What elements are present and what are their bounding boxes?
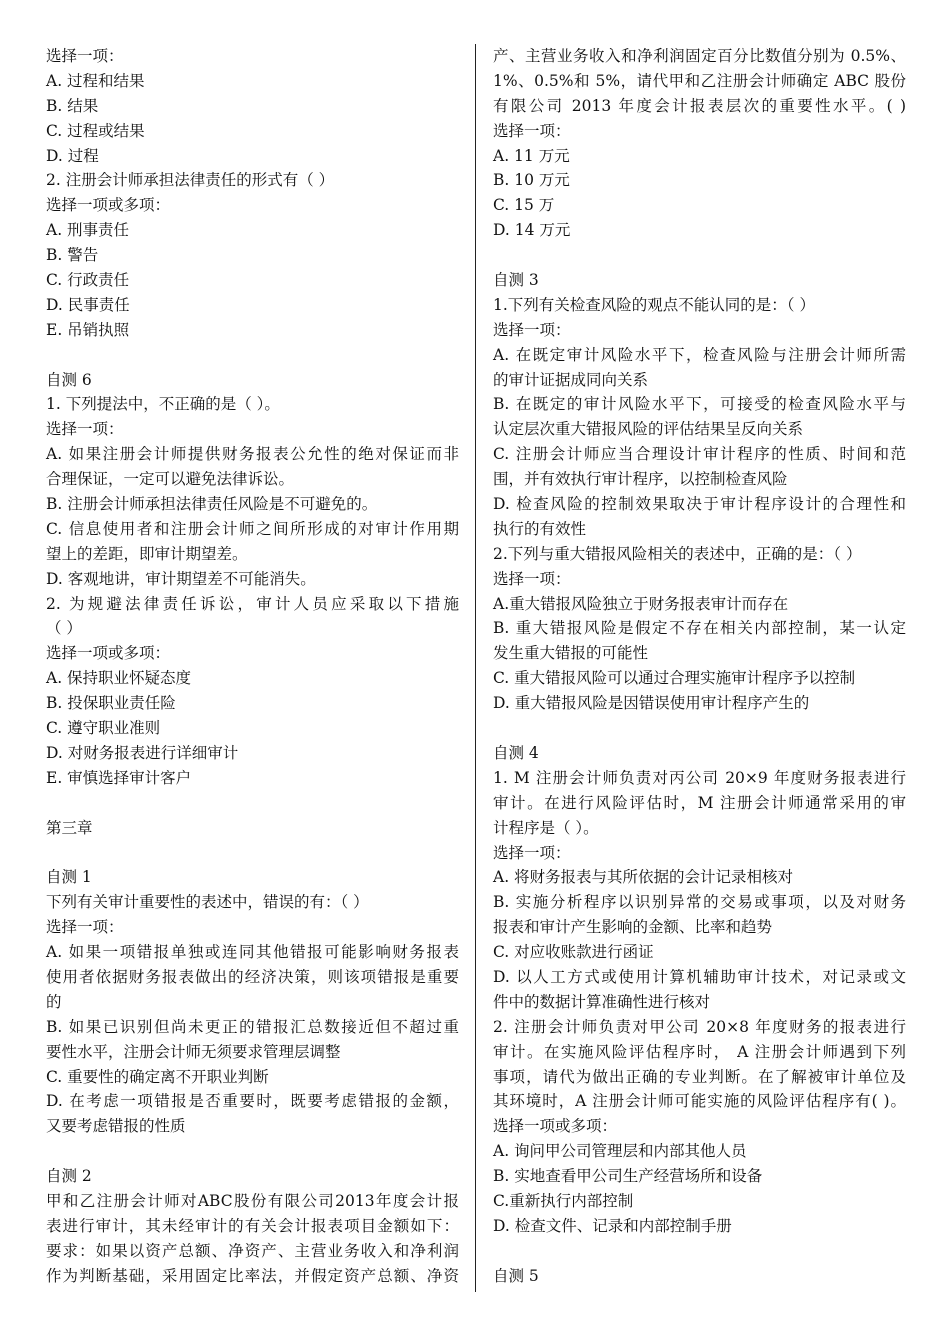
text-line: C. 重要性的确定离不开职业判断 <box>46 1067 269 1086</box>
right-column <box>493 44 906 1289</box>
text-line: D. 14 万元 <box>493 221 571 240</box>
text-line: 事项，请代为做出正确的专业判断。在了解被审计单位及 <box>493 1067 906 1086</box>
text-line: C. 过程或结果 <box>46 121 145 140</box>
left-column <box>46 44 459 1289</box>
text-line: 1%、0.5%和 5%，请代甲和乙注册会计师确定 ABC 股份 <box>493 71 906 90</box>
text-line: B. 注册会计师承担法律责任风险是不可避免的。 <box>46 495 378 514</box>
text-line: D. 对财务报表进行详细审计 <box>46 743 239 762</box>
text-line: A. 询问甲公司管理层和内部其他人员 <box>493 1142 747 1161</box>
text-line: 自测 5 <box>493 1266 539 1285</box>
text-line: 下列有关审计重要性的表述中，错误的有：（ ） <box>46 893 369 912</box>
blank-line <box>46 1139 459 1164</box>
text-line: 选择一项或多项： <box>493 1117 618 1136</box>
column-divider <box>475 44 476 1292</box>
text-line: 1. 下列提法中，不正确的是（ ）。 <box>46 395 280 414</box>
text-line: 第三章 <box>46 818 93 837</box>
text-line: 围，并有效执行审计程序，以控制检查风险 <box>493 470 788 489</box>
text-line: A. 如果一项错报单独或连同其他错报可能影响财务报表 <box>46 943 459 962</box>
text-line: 计程序是（ ）。 <box>493 818 599 837</box>
text-line: B. 投保职业责任险 <box>46 694 176 713</box>
text-line: B. 10 万元 <box>493 171 570 190</box>
text-line: B. 警告 <box>46 246 99 265</box>
blank-line <box>493 243 906 268</box>
text-line: D. 民事责任 <box>46 295 130 314</box>
blank-line <box>46 343 459 368</box>
text-line: 又要考虑错报的性质 <box>46 1117 186 1136</box>
text-line: 其环境时，A 注册会计师可能实施的风险评估程序有( )。 <box>493 1092 906 1111</box>
text-line: D. 客观地讲，审计期望差不可能消失。 <box>46 569 316 588</box>
text-line: 自测 2 <box>46 1167 92 1186</box>
text-line: 要求：如果以资产总额、净资产、主营业务收入和净利润 <box>46 1241 459 1260</box>
text-line: A. 保持职业怀疑态度 <box>46 669 192 688</box>
text-line: C. 对应收账款进行函证 <box>493 943 654 962</box>
text-line: 审计。在进行风险评估时，M 注册会计师通常采用的审 <box>493 793 906 812</box>
text-line: 使用者依据财务报表做出的经济决策，则该项错报是重要 <box>46 967 459 986</box>
text-line: A. 将财务报表与其所依据的会计记录相核对 <box>493 868 794 887</box>
blank-line <box>46 841 459 866</box>
text-line: E. 审慎选择审计客户 <box>46 768 192 787</box>
text-line: 有限公司 2013 年度会计报表层次的重要性水平。( ) <box>493 96 906 115</box>
text-line: C. 15 万 <box>493 196 555 215</box>
text-line: 要性水平，注册会计师无须要求管理层调整 <box>46 1042 341 1061</box>
text-line: 执行的有效性 <box>493 519 587 538</box>
text-line: A. 11 万元 <box>493 146 570 165</box>
text-line: B. 实地查看甲公司生产经营场所和设备 <box>493 1167 763 1186</box>
text-line: C. 注册会计师应当合理设计审计程序的性质、时间和范 <box>493 445 906 464</box>
text-line: C. 重大错报风险可以通过合理实施审计程序予以控制 <box>493 669 856 688</box>
text-line: 报表和审计产生影响的金额、比率和趋势 <box>493 918 773 937</box>
text-line: B. 实施分析程序以识别异常的交易或事项，以及对财务 <box>493 893 906 912</box>
text-line: A. 在既定审计风险水平下，检查风险与注册会计师所需 <box>493 345 906 364</box>
text-line: 甲和乙注册会计师对ABC股份有限公司2013年度会计报 <box>46 1191 459 1210</box>
text-line: B. 重大错报风险是假定不存在相关内部控制，某一认定 <box>493 619 906 638</box>
text-line: 选择一项： <box>493 843 571 862</box>
text-line: C. 信息使用者和注册会计师之间所形成的对审计作用期 <box>46 519 459 538</box>
text-line: 自测 1 <box>46 868 92 887</box>
text-line: D. 以人工方式或使用计算机辅助审计技术，对记录或文 <box>493 967 906 986</box>
text-line: A.重大错报风险独立于财务报表审计而存在 <box>493 594 789 613</box>
text-line: 审计。在实施风险评估程序时， A 注册会计师遇到下列 <box>493 1042 906 1061</box>
text-line: 发生重大错报的可能性 <box>493 644 649 663</box>
text-line: D. 检查文件、记录和内部控制手册 <box>493 1216 732 1235</box>
text-line: 望上的差距，即审计期望差。 <box>46 544 248 563</box>
text-line: A. 如果注册会计师提供财务报表公允性的绝对保证而非 <box>46 445 459 464</box>
text-line: 2.下列与重大错报风险相关的表述中，正确的是：（ ） <box>493 544 862 563</box>
text-line: 2. 注册会计师承担法律责任的形式有（ ） <box>46 171 335 190</box>
text-line: 2. 为规避法律责任诉讼，审计人员应采取以下措施 <box>46 594 459 613</box>
text-line: C.重新执行内部控制 <box>493 1191 634 1210</box>
text-line: 作为判断基础，采用固定比率法，并假定资产总额、净资 <box>46 1266 459 1285</box>
text-line: 表进行审计，其未经审计的有关会计报表项目金额如下： <box>46 1216 459 1235</box>
text-line: 的 <box>46 992 62 1011</box>
text-line: D. 在考虑一项错报是否重要时，既要考虑错报的金额， <box>46 1092 459 1111</box>
text-line: 产、主营业务收入和净利润固定百分比数值分别为 0.5%、 <box>493 47 906 65</box>
text-line: （ ） <box>46 619 82 638</box>
text-line: 件中的数据计算准确性进行核对 <box>493 992 711 1011</box>
text-line: 选择一项： <box>46 420 124 439</box>
text-line: 选择一项： <box>46 47 124 65</box>
text-line: C. 行政责任 <box>46 271 130 290</box>
blank-line <box>493 716 906 741</box>
text-line: 1.下列有关检查风险的观点不能认同的是：（ ） <box>493 295 815 314</box>
text-line: C. 遵守职业准则 <box>46 719 161 738</box>
text-line: 选择一项或多项： <box>46 196 171 215</box>
text-line: 认定层次重大错报风险的评估结果呈反向关系 <box>493 420 804 439</box>
text-line: B. 如果已识别但尚未更正的错报汇总数接近但不超过重 <box>46 1017 459 1036</box>
text-line: 2. 注册会计师负责对甲公司 20×8 年度财务的报表进行 <box>493 1017 906 1036</box>
blank-line <box>46 791 459 816</box>
text-line: 自测 3 <box>493 271 539 290</box>
text-line: 选择一项或多项： <box>46 644 171 663</box>
text-line: 1. M 注册会计师负责对丙公司 20×9 年度财务报表进行 <box>493 768 906 787</box>
text-line: D. 过程 <box>46 146 99 165</box>
text-line: 选择一项： <box>493 569 571 588</box>
text-line: A. 过程和结果 <box>46 71 145 90</box>
text-line: B. 在既定的审计风险水平下，可接受的检查风险水平与 <box>493 395 906 414</box>
text-line: D. 检查风险的控制效果取决于审计程序设计的合理性和 <box>493 495 906 514</box>
text-line: 选择一项： <box>493 121 571 140</box>
blank-line <box>493 1239 906 1264</box>
text-line: A. 刑事责任 <box>46 221 130 240</box>
text-line: 合理保证，一定可以避免法律诉讼。 <box>46 470 295 489</box>
text-line: 自测 4 <box>493 743 539 762</box>
text-line: 选择一项： <box>493 320 571 339</box>
text-line: 自测 6 <box>46 370 92 389</box>
text-line: D. 重大错报风险是因错误使用审计程序产生的 <box>493 694 810 713</box>
text-line: 的审计证据成同向关系 <box>493 370 649 389</box>
text-line: E. 吊销执照 <box>46 320 130 339</box>
text-line: B. 结果 <box>46 96 99 115</box>
text-line: 选择一项： <box>46 918 124 937</box>
